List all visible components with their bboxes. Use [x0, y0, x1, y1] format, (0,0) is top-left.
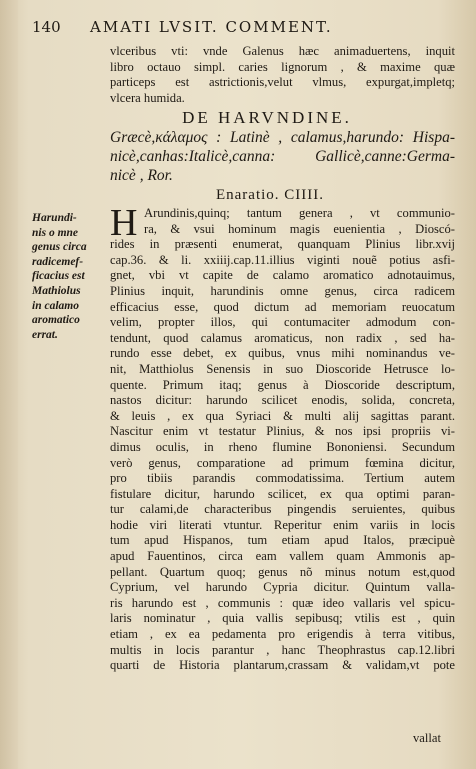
- text-line: cap.36. & li. xxiiij.cap.11.illius viginti nouẽ potius asfi-: [110, 252, 455, 267]
- margin-note-line: aromatico: [32, 314, 80, 327]
- section-title: DE HARVNDINE.: [182, 108, 352, 127]
- text-line: tendunt, quod calamus aromaticus, non radix , sed ha-: [110, 330, 455, 345]
- margin-note: [32, 211, 104, 342]
- catchword: vallat: [413, 731, 441, 745]
- text-line: vlcera humida.: [110, 90, 185, 105]
- text-line: vlceribus vti: vnde Galenus hæc animaduertens, inquit: [110, 44, 455, 58]
- margin-note-line: ficacius est: [32, 270, 85, 283]
- margin-note-line: errat.: [32, 328, 58, 341]
- running-title: AMATI LVSIT. COMMENT.: [90, 18, 333, 36]
- text-line: Arundinis,quinq; tantum genera , vt communio-: [144, 206, 455, 220]
- body-first-lines: [144, 206, 455, 237]
- text-line: quente. Primum itaq; genus à Dioscoride descriptum,: [110, 377, 455, 392]
- text-line: hodie viri literati vtuntur. Reperitur enim variis in locis: [110, 517, 455, 532]
- text-line: Plinius inquit, harundinis omne genus, circa radicem: [110, 283, 455, 298]
- page-gutter-shadow: [0, 0, 18, 769]
- text-line: tum apud Hispanos, tum etiam apud Italos, præcipuè: [110, 533, 455, 548]
- text-line: verò genus, comparatione ad primum fœmina dicitur,: [110, 455, 455, 470]
- margin-note-line: radicemef-: [32, 255, 84, 268]
- synonym-line: nicè,canhas:Italicè,canna: Gallicè,canne:Germa-: [110, 148, 455, 165]
- text-line: dimus oculis, in rheno flumine Bononiensi. Secundum: [110, 439, 455, 454]
- text-line: rides in præsenti enumerat, quanquam Plinius libr.xvij: [110, 237, 455, 252]
- margin-note-line: Harundi-: [32, 212, 77, 224]
- margin-note-line: Mathiolus: [32, 284, 81, 297]
- text-line: rundo esse debet, ex quibus, vnus mihi nominandus ve-: [110, 346, 455, 361]
- text-line: nit, Matthiolus Senensis in suo Dioscoride Hetrusce lo-: [110, 361, 455, 376]
- text-line: apud Fauentinos, circa eam vallem quam Ammonis ap-: [110, 549, 455, 564]
- text-line: efficacius esse, quod dictum ad memoriam reuocatum: [110, 299, 455, 314]
- text-line: Cyprium, vel harundo Cypria dicitur. Quintum valla-: [110, 580, 455, 595]
- text-line: particeps est astrictionis,velut vlmus, expurgat,impletq;: [110, 75, 455, 90]
- text-line: libro octauo simpl. caries lignorum , & maxime quæ: [110, 59, 455, 74]
- enarratio-heading: Enaratio. CIIII.: [215, 187, 325, 203]
- text-line: ris harundo est , communis : quæ ideo vallaris vel spicu-: [110, 595, 455, 610]
- text-line: ra, & vsui hominum magis euenientia , Dioscó-: [144, 221, 455, 236]
- synonym-line: Græcè,κάλαμος : Latinè , calamus,harundo: Hispa-: [110, 129, 455, 146]
- text-line: & leuis , ex qua Syriaci & multi alij sagittas parant.: [110, 408, 455, 423]
- drop-cap: H: [110, 202, 138, 244]
- margin-note-line: nis o mne: [32, 226, 79, 239]
- text-line: tur calami,de characteribus pingendis seruientes, quibus: [110, 502, 455, 517]
- text-line: fistulare dicitur, harundo scilicet, ex qua optimi paran-: [110, 486, 455, 501]
- text-line: velim, propter illos, qui contumaciter admodum con-: [110, 315, 455, 330]
- page-number: 140: [32, 18, 61, 36]
- top-paragraph: [110, 44, 455, 106]
- body-text: [110, 237, 455, 674]
- text-line: gnet, vbi vt capite de calamo aromatico adnotauimus,: [110, 268, 455, 283]
- page-header: [32, 18, 442, 40]
- text-line: pellant. Quartum quoq; genus nõ minus notum est,quod: [110, 564, 455, 579]
- text-line: Nascitur enim vt testatur Plinius, & nos ipsi propriis vi-: [110, 424, 455, 439]
- margin-note-line: genus circa: [32, 241, 87, 254]
- synonym-line: nicè , Ror.: [110, 167, 173, 184]
- text-line: etiam , ex ea pedamenta pro erigendis à terra vitibus,: [110, 627, 455, 642]
- text-line: quarti de Historia plantarum,crassam & validam,vt pote: [110, 658, 455, 673]
- synonyms-block: [110, 128, 455, 185]
- text-line: nastos dicitur: harundo scilicet enodis, solida, concreta,: [110, 393, 455, 408]
- text-line: laris nominatur , quia vallis sepibusq; vtilis est , quin: [110, 611, 455, 626]
- text-line: multis in locis parantur , hanc Theophrastus cap.12.libri: [110, 642, 455, 657]
- margin-note-line: in calamo: [32, 299, 79, 312]
- text-line: pro tibiis parandis commodatissima. Tertium autem: [110, 471, 455, 486]
